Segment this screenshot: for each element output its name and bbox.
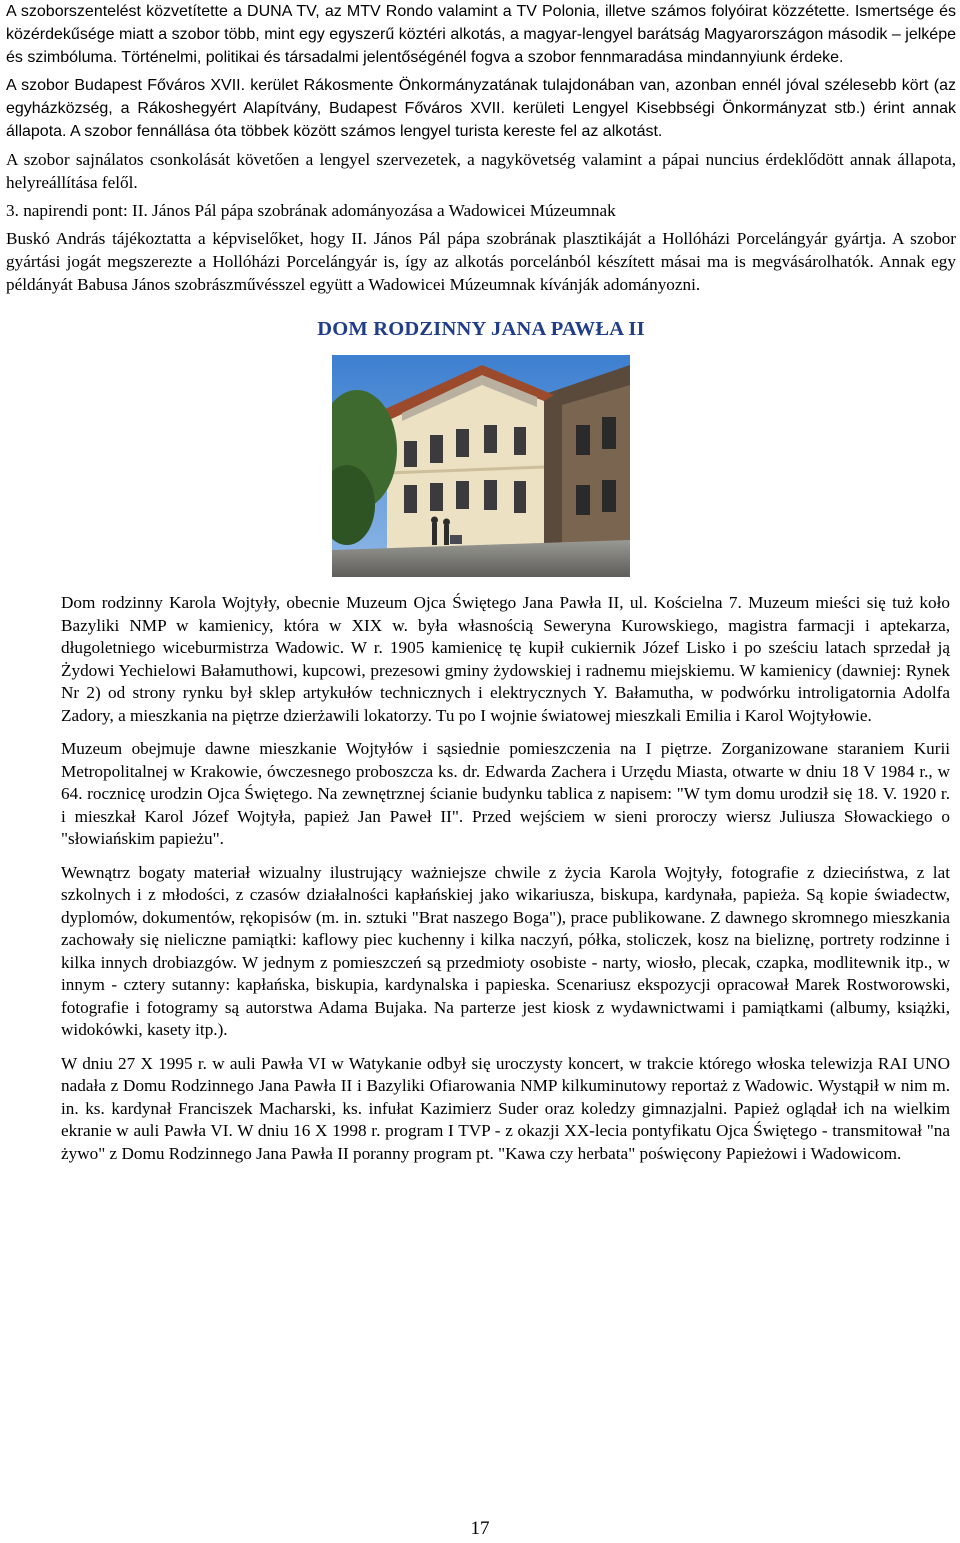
section-title: DOM RODZINNY JANA PAWŁA II	[317, 318, 645, 340]
house-photo	[332, 355, 630, 577]
paragraph-pl-1: Dom rodzinny Karola Wojtyły, obecnie Muzeum Ojca Świętego Jana Pawła II, ul. Kościelna 7. Muzeum mieści się tuż koło Bazyliki NMP w kamienicy, która w XIX w. była własnością Seweryna Kurowskiego, magistra farmacji i aptekarza, długoletniego wiceburmistrza Wadowic. W r. 1905 kamienicę tę kupił cukiernik Józef Lisko i po sześciu latach sprzedał ją Żydowi Yechielowi Bałamuthowi, kupcowi, prezesowi gminy żydowskiej i radnemu miejskiemu. W kamienicy (dawniej: Rynek Nr 2) od strony rynku był sklep artykułów technicznych i elektrycznych Y. Bałamutha, w podwórku introligatornia Adolfa Zadory, a mieszkania na piętrze dzierżawili lokatorzy. Tu po I wojnie światowej mieszkali Emilia i Karol Wojtyłowie.	[61, 593, 950, 725]
paragraph-hu-1: A szoborszentelést közvetítette a DUNA TV, az MTV Rondo valamint a TV Polonia, illetve számos folyóirat közzétette. Ismertsége és közérdekűsége miatt a szobor több, mint egy egyszerű köztéri alkotás, a magyar-lengyel barátság Magyarországon második – jelképe és szimbóluma. Történelmi, politikai és társadalmi jelentőségénél fogva a szobor fennmaradása mindannyiunk érdeke.	[6, 3, 956, 66]
document-page	[6, 0, 956, 1165]
paragraph-hu-2: A szobor Budapest Főváros XVII. kerület Rákosmente Önkormányzatának tulajdonában van, azonban ennél jóval szélesebb kört (az egyházközség, a Rákoshegyért Alapítvány, Budapest Főváros XVII. kerületi Lengyel Kisebbségi Önkormányzat stb.) érint annak állapota. A szobor fennállása óta többek között számos lengyel turista kereste fel az alkotást.	[6, 77, 956, 140]
paragraph-pl-4: W dniu 27 X 1995 r. w auli Pawła VI w Watykanie odbył się uroczysty koncert, w trakcie którego włoska telewizja RAI UNO nadała z Domu Rodzinnego Jana Pawła II i Bazyliki Ofiarowania NMP kilkuminutowy reportaż z Wadowic. Wystąpił w nim m. in. ks. kardynał Franciszek Macharski, ks. infułat Kazimierz Suder oraz koledzy gimnazjalni. Papież oglądał ich na wielkim ekranie w auli Pawła VI. W dniu 16 X 1998 r. program I TVP - z okazji XX-lecia pontyfikatu Ojca Świętego - transmitował "na żywo" z Domu Rodzinnego Jana Pawła II poranny program pt. "Kawa czy herbata" poświęcony Papieżowi i Wadowicom.	[61, 1053, 950, 1163]
agenda-item-heading: 3. napirendi pont: II. János Pál pápa szobrának adományozása a Wadowicei Múzeumnak	[6, 201, 616, 220]
polish-section	[61, 592, 950, 1165]
paragraph-pl-2: Muzeum obejmuje dawne mieszkanie Wojtyłów i sąsiednie pomieszczenia na I piętrze. Zorganizowane staraniem Kurii Metropolitalnej w Krakowie, ówczesnego proboszcza ks. dr. Edwarda Zachera i Urzędu Miasta, otwarte w dniu 18 V 1984 r., w 64. rocznicę urodzin Ojca Świętego. Na zewnętrznej ścianie budynku tablica z napisem: "W tym domu urodził się 18. V. 1920 r. i mieszkał Karol Józef Wojtyła, papież Jan Paweł II". Przed wejściem w sieni proroczy wiersz Juliusza Słowackiego o "słowiańskim papieżu".	[61, 739, 950, 848]
paragraph-hu-3: A szobor sajnálatos csonkolását követően a lengyel szervezetek, a nagykövetség valamint a pápai nuncius érdeklődött annak állapota, helyreállítása felől.	[6, 150, 956, 192]
page-number: 17	[470, 1518, 490, 1539]
paragraph-pl-3: Wewnątrz bogaty materiał wizualny ilustrujący ważniejsze chwile z życia Karola Wojtyły, fotografie z dzieciństwa, z lat szkolnych i z młodości, z czasów działalności kapłańskiej jako wikariusza, biskupa, kardynała, papieża. Są kopie świadectw, dyplomów, dokumentów, rękopisów (m. in. sztuki "Brat naszego Boga"), prace publikowane. Z dawnego skromnego mieszkania zachowały się nieliczne pamiątki: kaflowy piec kuchenny i kilka naczyń, półka, stoliczek, kosz na bieliznę, portrety rodzinne i kilka innych drobiazgów. W jednym z pomieszczeń są przedmioty osobiste - narty, wiosło, plecak, czapka, modlitewnik itp., w innym - cztery sutanny: kapłańska, biskupia, kardynalska i papieska. Scenariusz ekspozycji opracował Marek Rostworowski, fotografie i fotogramy są autorstwa Adama Bujaka. Na parterze jest kiosk z wydawnictwami i pamiątkami (albumy, książki, widokówki, kasety itp.).	[61, 862, 950, 1039]
paragraph-hu-5: Buskó András tájékoztatta a képviselőket, hogy II. János Pál pápa szobrának plasztikáját a Hollóházi Porcelángyár gyártja. A szobor gyártási jogát megszerezte a Hollóházi Porcelángyár is, így az alkotás porcelánból készített másai ma is megvásárolhatók. Annak egy példányát Babusa János szobrászművésszel együtt a Wadowicei Múzeumnak kívánják adományozni.	[6, 229, 956, 294]
